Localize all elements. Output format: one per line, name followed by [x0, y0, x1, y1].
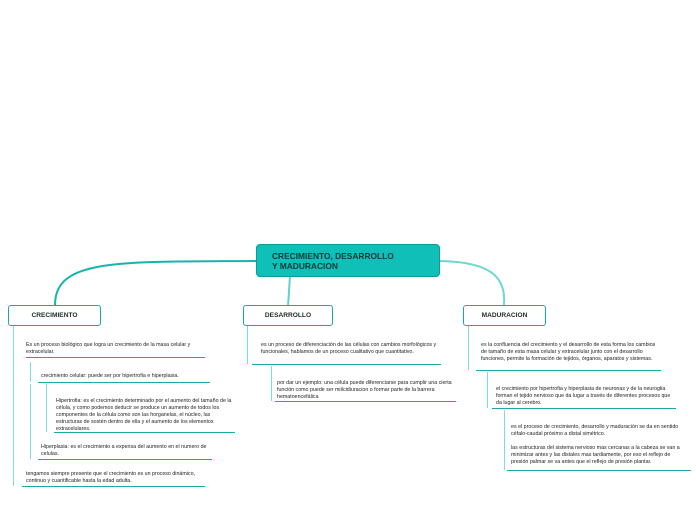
- crecimiento-item-2-underline: [38, 382, 210, 383]
- maduracion-item-1[interactable]: es la confluencia del crecimiento y el desarrollo de esta forma los cambios de tamaño de esta masa celular y extracelular junto con el desarrollo funciones, permite la formación de tejidos, órganos, aparatos y sistemas.: [481, 342, 656, 362]
- branch-desarrollo[interactable]: [243, 305, 333, 326]
- maduracion-item-2[interactable]: el crecimiento por hipertrofia y hiperplasia de neuronas y de la neuroglia forman el tejido nervioso que da lugar a través de diferentes procesos que da lugar al cerebro.: [496, 386, 671, 406]
- desarrollo-connector: [247, 326, 248, 364]
- maduracion-item-3[interactable]: es el proceso de crecimiento, desarrollo y maduración se da en sentido céfalo-caudal próximo a distal simétrico. las estructuras del sistema nervioso mas cercanas a la cabeza se van a minimizar antes y las distales mas tardiamente, por eso el reflejo de presión palmar se va antes que el reflejo de presión plantar.: [511, 424, 680, 465]
- crecimiento-item-1-underline: [26, 357, 205, 358]
- crecimiento-item-5[interactable]: tengamos siempre presente que el crecimiento es un proceso dinámico, continuo y cuantificable hasta la edad adulta.: [26, 471, 196, 484]
- branch-crecimiento[interactable]: [8, 305, 101, 326]
- branch-maduracion[interactable]: [463, 305, 546, 326]
- crecimiento-connector: [13, 326, 14, 486]
- maduracion-item-3-underline: [507, 470, 691, 471]
- crecimiento-item-4[interactable]: Hiperplasia: es el crecimiento a expensa del aumento en el numero de celulas.: [41, 444, 207, 457]
- crecimiento-item-5-underline: [22, 486, 205, 487]
- desarrollo-item-1[interactable]: es un proceso de diferenciación de las células con cambios morfológicos y funcionales, hablamos de un proceso cualitativo que cuantitativo.: [261, 342, 437, 355]
- desarrollo-sub-connector: [271, 366, 272, 401]
- maduracion-connector: [468, 326, 469, 370]
- desarrollo-item-1-underline: [252, 364, 441, 365]
- crecimiento-sub-connector: [30, 362, 31, 382]
- desarrollo-item-2-underline: [275, 401, 456, 402]
- crecimiento-sub-connector: [46, 384, 47, 432]
- crecimiento-item-3-underline: [54, 432, 235, 433]
- maduracion-item-1-underline: [476, 370, 661, 371]
- crecimiento-item-2[interactable]: crecimiento celular: puede ser por hipertrofia e hiperplasia.: [41, 373, 179, 379]
- branch-maduracion-label: MADURACION: [481, 312, 528, 319]
- branch-desarrollo-label: DESARROLLO: [264, 312, 312, 319]
- desarrollo-item-2[interactable]: por dar un ejemplo: una célula puede diferenciarse para cumplir una cierta función como puede ser miilcidiuracion o formar parte de la barrera hematoencefálica: [277, 380, 452, 400]
- central-topic[interactable]: CRECIMIENTO, DESARROLLO Y MADURACION: [256, 244, 440, 277]
- maduracion-item-2-underline: [492, 408, 676, 409]
- maduracion-sub-connector: [504, 410, 505, 470]
- crecimiento-item-3[interactable]: Hipertrofia: es el crecimiento determinado por el aumento del tamaño de la célula, y como podemos deducir se produce un aumento de todos los componentes de la célula como son las horganelas, el núcleo, las estructuras de sostén dentro de ella y el aumento de los elementos extracelulares.: [56, 398, 232, 432]
- branch-crecimiento-label: CRECIMIENTO: [31, 312, 78, 319]
- crecimiento-sub-connector: [30, 384, 31, 459]
- crecimiento-item-1[interactable]: Es un proceso biológico que logra un crecimiento de la masa celular y extracelular.: [26, 342, 191, 355]
- maduracion-sub-connector: [487, 372, 488, 408]
- crecimiento-item-4-underline: [38, 459, 212, 460]
